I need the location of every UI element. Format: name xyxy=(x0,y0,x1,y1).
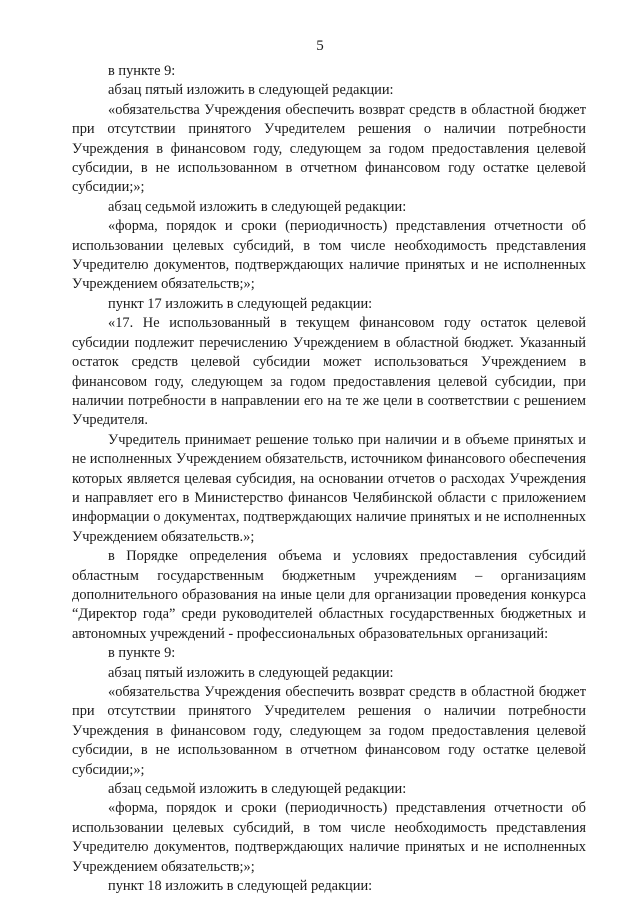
paragraph: абзац седьмой изложить в следующей редакции: xyxy=(108,198,407,215)
paragraph: «17. Не использованный в текущем финансовом году остаток целевой субсидии подлежит перечислению Учреждением в областной бюджет. Указанный остаток средств целевой субсидии может использоваться Учреждением в финансовом году, следующем за годом предоставления целевой субсидии, при наличии потребности в направлении его на те же цели в соответствии с решением Учредителя. xyxy=(72,315,586,429)
paragraph: «форма, порядок и сроки (периодичность) представления отчетности об использовании целевых субсидий, в том числе необходимость представления Учредителю документов, подтверждающих наличие принятых и не исполненных Учреждением обязательств;»; xyxy=(72,218,586,293)
page-number: 5 xyxy=(316,38,324,54)
paragraph: пункт 17 изложить в следующей редакции: xyxy=(108,295,373,312)
paragraph: в пункте 9: xyxy=(108,63,176,79)
paragraph: в Порядке определения объема и условиях предоставления субсидий областным государственным бюджетным учреждениям – организациям дополнительного образования на иные цели для организации проведения конкурса “Директор года” среди руководителей областных государственных бюджетных и автономных учреждений - профессиональных образовательных организаций: xyxy=(72,548,586,642)
paragraph: абзац пятый изложить в следующей редакции: xyxy=(108,82,394,99)
document-body xyxy=(72,62,586,896)
paragraph: абзац седьмой изложить в следующей редакции: xyxy=(108,781,407,798)
paragraph: «обязательства Учреждения обеспечить возврат средств в областной бюджет при отсутствии принятого Учредителем решения о наличии потребности Учреждения в финансовом году, следующем за годом предоставления целевой субсидии, в не использованном в отчетном финансовом году остатке целевой субсидии;»; xyxy=(72,101,586,196)
paragraph: пункт 18 изложить в следующей редакции: xyxy=(108,878,373,895)
paragraph: абзац пятый изложить в следующей редакции: xyxy=(108,664,394,681)
paragraph: «форма, порядок и сроки (периодичность) представления отчетности об использовании целевых субсидий, в том числе необходимость представления Учредителю документов, подтверждающих наличие принятых и не исполненных Учреждением обязательств;»; xyxy=(72,800,586,875)
paragraph: Учредитель принимает решение только при наличии и в объеме принятых и не исполненных Учреждением обязательств, источником финансового обеспечения которых является целевая субсидия, на основании отчетов о расходах Учреждения и направляет его в Министерство финансов Челябинской области с приложением информации о документах, подтверждающих наличие принятых и не исполненных Учреждением обязательств.»; xyxy=(72,431,586,545)
paragraph: в пункте 9: xyxy=(108,645,176,662)
paragraph: «обязательства Учреждения обеспечить возврат средств в областной бюджет при отсутствии принятого Учредителем решения о наличии потребности Учреждения в финансовом году, следующем за годом предоставления целевой субсидии, в не использованном в отчетном финансовом году остатке целевой субсидии;»; xyxy=(72,684,586,778)
